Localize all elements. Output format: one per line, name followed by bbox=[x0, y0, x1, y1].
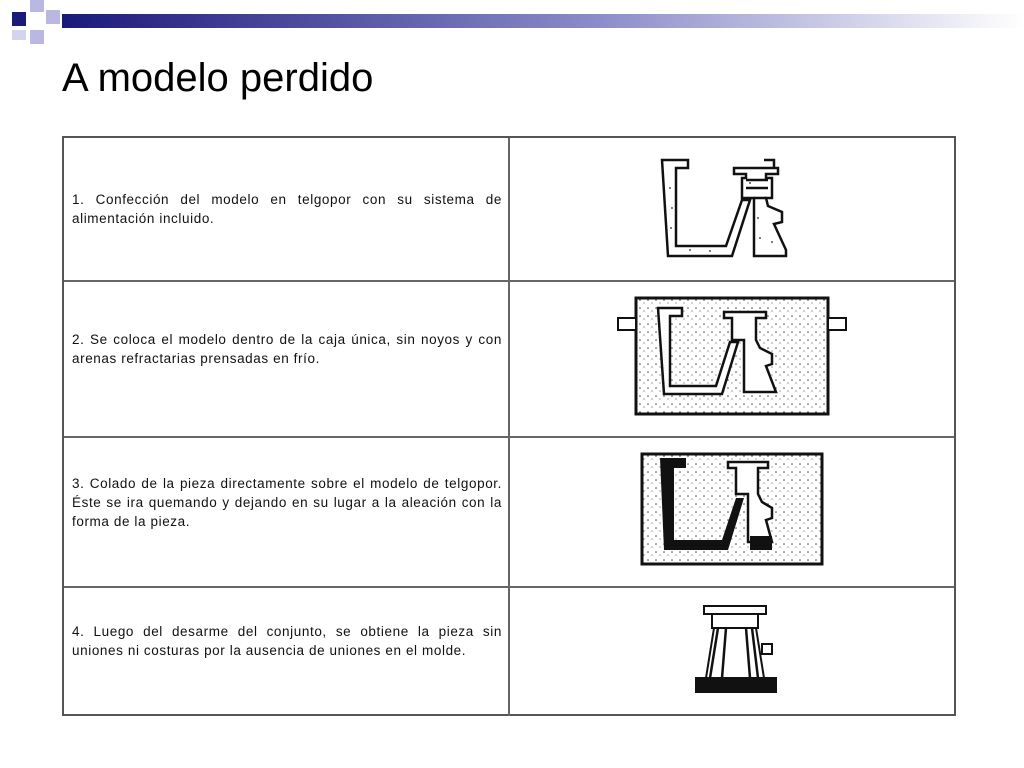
step-description-cell bbox=[64, 138, 510, 280]
step-4-text: 4. Luego del desarme del conjunto, se obtiene la pieza sin uniones ni costuras por la ausencia de uniones en el molde. bbox=[72, 624, 502, 658]
flask-with-pattern-drawing-icon bbox=[510, 282, 954, 436]
table-row bbox=[64, 588, 954, 716]
step-image-cell bbox=[510, 588, 954, 716]
step-description-cell bbox=[64, 588, 510, 716]
table-row bbox=[64, 282, 954, 438]
step-description-cell bbox=[64, 282, 510, 436]
step-image-cell bbox=[510, 138, 954, 280]
header-decoration bbox=[0, 0, 1024, 50]
step-2-text: 2. Se coloca el modelo dentro de la caja única, sin noyos y con arenas refractarias prensadas en frío. bbox=[72, 332, 502, 366]
step-image-cell bbox=[510, 438, 954, 586]
table-row bbox=[64, 138, 954, 282]
step-description-cell bbox=[64, 438, 510, 586]
foam-pattern-drawing-icon bbox=[510, 138, 954, 280]
finished-casting-drawing-icon bbox=[510, 588, 954, 716]
slide-title: A modelo perdido bbox=[62, 56, 374, 100]
step-1-text: 1. Confección del modelo en telgopor con su sistema de alimentación incluido. bbox=[72, 192, 502, 226]
process-table bbox=[62, 136, 956, 716]
pouring-metal-drawing-icon bbox=[510, 438, 954, 586]
step-3-text: 3. Colado de la pieza directamente sobre el modelo de telgopor. Éste se ira quemando y dejando en su lugar a la aleación con la forma de la pieza. bbox=[72, 476, 502, 529]
step-image-cell bbox=[510, 282, 954, 436]
table-row bbox=[64, 438, 954, 588]
